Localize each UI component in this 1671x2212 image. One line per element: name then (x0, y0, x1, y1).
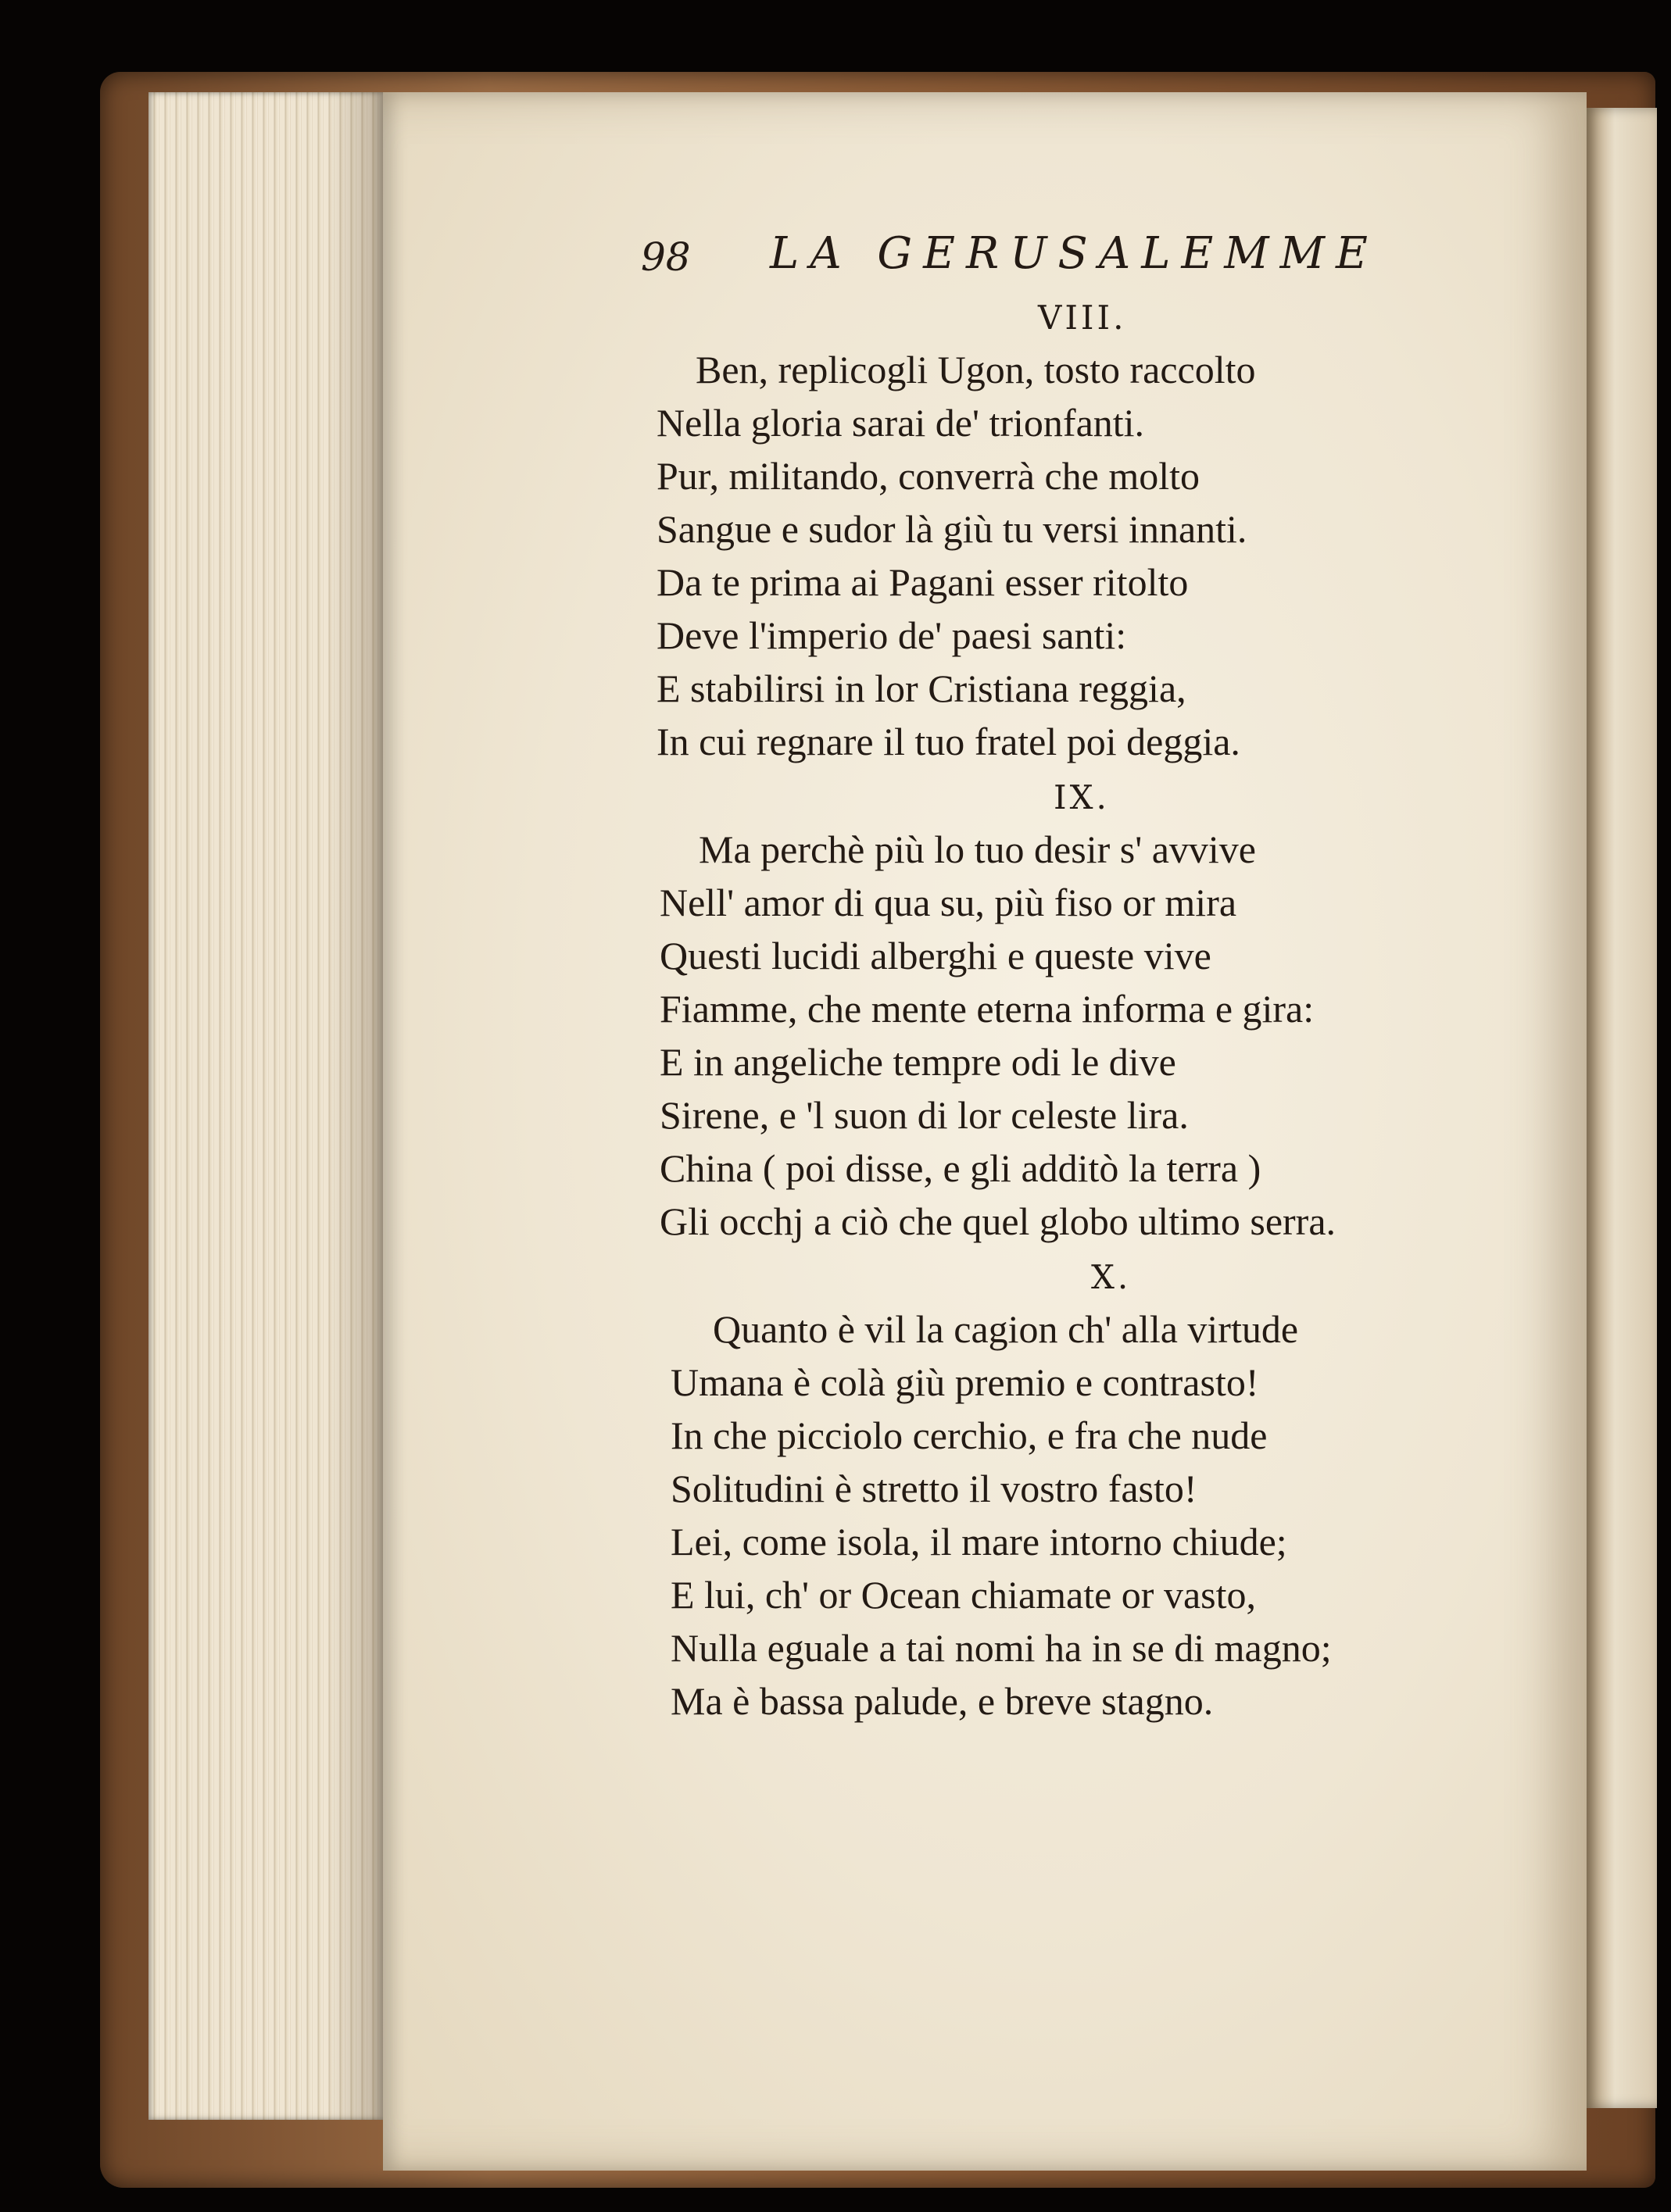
verse-line: Solitudini è stretto il vostro fasto! (671, 1467, 1197, 1510)
verse-line: Ma è bassa palude, e breve stagno. (671, 1679, 1214, 1723)
gutter-shadow (328, 92, 388, 2120)
stanza-numeral: X. (1091, 1258, 1132, 1296)
facing-page-edge (1587, 108, 1657, 2108)
verse-line: Da te prima ai Pagani esser ritolto (657, 560, 1189, 604)
verse-line: Lei, come isola, il mare intorno chiude; (671, 1520, 1287, 1563)
verse-line: Nulla eguale a tai nomi ha in se di magno; (671, 1626, 1332, 1670)
verse-line: Pur, militando, converrà che molto (657, 454, 1200, 498)
verse-line: E lui, ch' or Ocean chiamate or vasto, (671, 1573, 1256, 1617)
verse-line: China ( poi disse, e gli additò la terra ) (660, 1146, 1261, 1190)
verse-line: Nell' amor di qua su, più fiso or mira (660, 881, 1237, 924)
verse-line: Gli occhj a ciò che quel globo ultimo serra. (660, 1199, 1336, 1243)
verse-line: Deve l'imperio de' paesi santi: (657, 613, 1127, 657)
verse-line: E in angeliche tempre odi le dive (660, 1040, 1176, 1084)
verse-line: Nella gloria sarai de' trionfanti. (657, 401, 1145, 445)
verse-line: In che picciolo cerchio, e fra che nude (671, 1413, 1268, 1457)
verse-line: Sirene, e 'l suon di lor celeste lira. (660, 1093, 1189, 1137)
stanza-numeral: IX. (1054, 778, 1110, 817)
stanza-numeral: VIII. (1038, 298, 1127, 337)
verse-line: Questi lucidi alberghi e queste vive (660, 934, 1211, 977)
verse-line: E stabilirsi in lor Cristiana reggia, (657, 666, 1186, 710)
verse-line: Umana è colà giù premio e contrasto! (671, 1360, 1259, 1404)
verse-line: Quanto è vil la cagion ch' alla virtude (713, 1307, 1299, 1351)
verse-line: Fiamme, che mente eterna informa e gira: (660, 987, 1315, 1031)
verse-line: In cui regnare il tuo fratel poi deggia. (657, 720, 1240, 763)
verse-line: Ma perchè più lo tuo desir s' avvive (699, 827, 1256, 871)
verse-line: Sangue e sudor là giù tu versi innanti. (657, 507, 1247, 551)
verse-line: Ben, replicogli Ugon, tosto raccolto (696, 348, 1256, 391)
page-number: 98 (641, 234, 691, 280)
running-head: LA GERUSALEMME (770, 228, 1379, 279)
